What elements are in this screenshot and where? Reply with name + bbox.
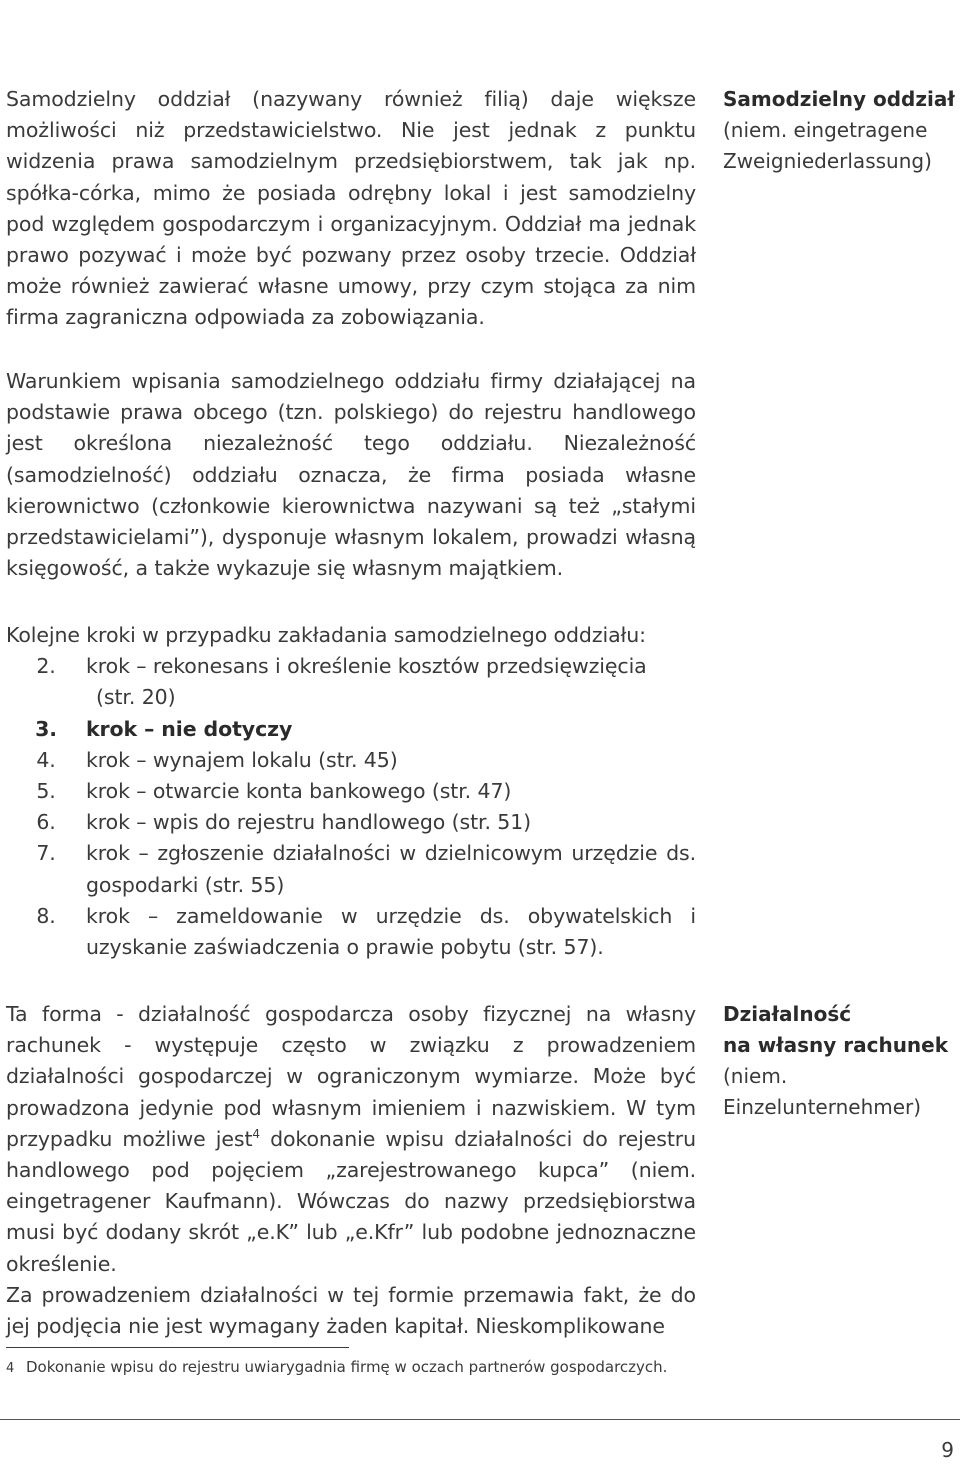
page-number: 9: [941, 1438, 954, 1462]
footnote: [6, 1356, 906, 1380]
branch-paragraph-2: [6, 366, 696, 584]
own-account-paragraph: [6, 999, 696, 1342]
step-number: 3.: [35, 716, 57, 741]
footnote-reference: 4: [252, 1126, 260, 1141]
step-item: [6, 807, 696, 838]
steps-list: [6, 651, 696, 963]
footnote-divider: [6, 1347, 349, 1348]
branch-paragraph-2-text: Warunkiem wpisania samodzielnego oddziału firmy działającej na podstawie prawa obcego (tzn. polskiego) do rejestru handlowego jest określona niezależność tego oddziału. Niezależność (samodzielność) oddziału oznacza, że firma posiada własne kierownictwo (członkowie kierownictwa nazywani są też „stałymi przedstawicielami”), dysponuje własnym lokalem, prowadzi własną księgowość, a także wykazuje się własnym majątkiem.: [6, 369, 696, 581]
step-text: krok – zgłoszenie działalności w dzielnicowym urzędzie ds. gospodarki (str. 55): [86, 841, 696, 897]
margin-note-subtitle: (niem. Einzelunternehmer): [723, 1064, 922, 1119]
step-text-continued: (str. 20): [96, 685, 176, 710]
own-account-text: [6, 999, 696, 1280]
step-item: [6, 714, 696, 745]
steps-intro: Kolejne kroki w przypadku zakładania samodzielnego oddziału:: [6, 623, 646, 647]
step-number: 6.: [36, 810, 56, 835]
step-text: krok – wynajem lokalu (str. 45): [86, 747, 398, 772]
footnote-text: Dokonanie wpisu do rejestru uwiarygadnia firmę w oczach partnerów gospodarczych.: [26, 1358, 668, 1376]
step-item: [6, 838, 696, 900]
step-text: krok – nie dotyczy: [86, 716, 293, 741]
footnote-number: 4: [6, 1361, 15, 1376]
margin-note-title: Działalność: [723, 1002, 852, 1026]
step-number: 4.: [36, 747, 56, 772]
page-bottom-divider: [0, 1419, 960, 1420]
step-number: 8.: [36, 903, 56, 928]
margin-note-title-line-2: na własny rachunek: [723, 1033, 949, 1057]
margin-note-branch: [723, 84, 958, 177]
step-text: krok – wpis do rejestru handlowego (str. 51): [86, 810, 532, 835]
step-item: [6, 651, 696, 713]
step-number: 2.: [36, 654, 56, 679]
step-item: [6, 776, 696, 807]
step-number: 5.: [36, 779, 56, 804]
steps-section: [6, 620, 696, 963]
step-number: 7.: [36, 841, 56, 866]
margin-note-own-account: [723, 999, 958, 1123]
branch-paragraph-1: [6, 84, 696, 334]
step-text: krok – rekonesans i określenie kosztów przedsięwzięcia: [86, 654, 647, 679]
own-account-text-part-1: Ta forma - działalność gospodarcza osoby fizycznej na własny rachunek - występuje często w związku z prowadzeniem działalności gospodarczej w ograniczonym wymiarze. Może być prowadzona jedynie pod własnym imieniem i nazwiskiem. W tym przypadku możliwe jest: [6, 1002, 696, 1151]
step-item: [6, 745, 696, 776]
step-item: [6, 901, 696, 963]
own-account-text-part-2: dokonanie wpisu działalności do rejestru handlowego pod pojęciem „zarejestrowanego kupca” (niem. eingetragener Kaufmann). Wówczas do nazwy przedsiębiorstwa musi być dodany skrót „e.K” lub „e.Kfr” lub podobne jednoznaczne określenie.: [6, 1126, 696, 1276]
step-text: krok – otwarcie konta bankowego (str. 47): [86, 779, 512, 804]
own-account-text-continued: Za prowadzeniem działalności w tej formie przemawia fakt, że do jej podjęcia nie jest wymagany żaden kapitał. Nieskomplikowane: [6, 1282, 696, 1339]
step-text: krok – zameldowanie w urzędzie ds. obywatelskich i uzyskanie zaświadczenia o prawie pobytu (str. 57).: [86, 903, 696, 960]
branch-paragraph-1-text: Samodzielny oddział (nazywany również filią) daje większe możliwości niż przedstawicielstwo. Nie jest jednak z punktu widzenia prawa samodzielnym przedsiębiorstwem, tak jak np. spółka-córka, mimo że posiada odrębny lokal i jest samodzielny pod względem gospodarczym i organizacyjnym. Oddział ma jednak prawo pozywać i może być pozwany przez osoby trzecie. Oddział może również zawierać własne umowy, przy czym stojąca za nim firma zagraniczna odpowiada za zobowiązania.: [6, 87, 696, 330]
margin-note-subtitle: (niem. eingetragene Zweigniederlassung): [723, 118, 932, 173]
margin-note-title: Samodzielny oddział: [723, 87, 955, 111]
